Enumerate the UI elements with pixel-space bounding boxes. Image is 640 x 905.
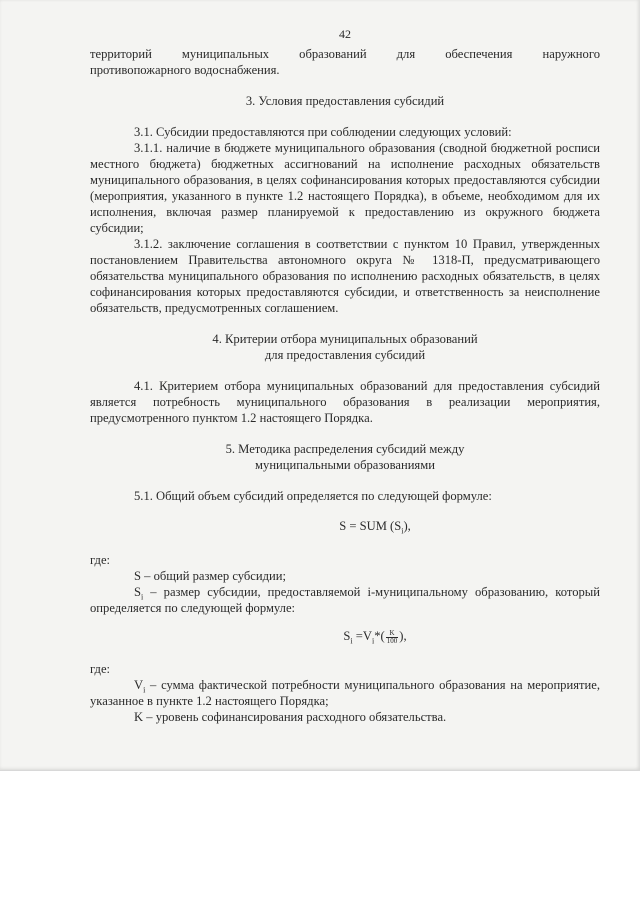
- section-5-heading: [90, 441, 600, 473]
- fraction-k-over-100: $\frac{K}{100}$: [386, 628, 398, 645]
- definition-si: $S_i$ – размер субсидии, предоставляемой i-муниципальному образованию, который определяется по следующей формуле:: [90, 585, 600, 615]
- definition-vi: $V_i$ – сумма фактической потребности муниципального образования на мероприятие, указанное в пункте 1.2 настоящего Порядка;: [90, 677, 600, 708]
- page-number: 42: [339, 27, 351, 41]
- paragraph-3-1-1: 3.1.1. наличие в бюджете муниципального образования (сводной бюджетной росписи местного бюджета) бюджетных ассигнований на исполнение расходных обязательств муниципального образования, в целях софинансирования которых предоставляются субсидии (мероприятия, указанного в пункте 1.2 настоящего Порядка), в объеме, необходимом для их исполнения, включая размер планируемой к предоставлению из окружного бюджета субсидии;: [90, 141, 600, 235]
- section-4-heading: [90, 331, 600, 363]
- where-label-1: где:: [90, 553, 111, 567]
- section-5-heading-line-2: муниципальными образованиями: [255, 458, 435, 472]
- section-4-heading-line-1: 4. Критерии отбора муниципальных образований: [212, 332, 478, 346]
- formula-total-subsidy: S = SUM $(S_i)$,: [339, 519, 411, 536]
- paragraph-3-1: 3.1. Субсидии предоставляются при соблюдении следующих условий:: [134, 125, 512, 139]
- section-3-heading: 3. Условия предоставления субсидий: [245, 94, 445, 108]
- formula-subsidy-per-municipality: $S_i =V_i*$( $\frac{K}{100}$ ),: [343, 628, 407, 646]
- page-bottom-margin: [0, 771, 640, 905]
- where-label-2: где:: [90, 661, 111, 676]
- paragraph-3-1-2: 3.1.2. заключение соглашения в соответствии с пунктом 10 Правил, утвержденных постановлением Правительства автономного округа № 1318-П, предусматривающего обязательства муниципального образования по исполнению расходных обязательств, в целях софинансирования которых предоставляются субсидии, и ответственность за неисполнение обязательств, предусмотренных соглашением.: [90, 237, 600, 315]
- paragraph-5-1: 5.1. Общий объем субсидий определяется по следующей формуле:: [134, 489, 492, 503]
- paragraph-4-1: 4.1. Критерием отбора муниципальных образований для предоставления субсидий является потребность муниципального образования в реализации мероприятия, предусмотренного пунктом 1.2 настоящего Порядка.: [90, 379, 600, 425]
- definition-s: S – общий размер субсидии;: [134, 569, 286, 583]
- intro-line-2: противопожарного водоснабжения.: [90, 63, 280, 77]
- section-5-heading-line-1: 5. Методика распределения субсидий между: [225, 442, 465, 456]
- document-page: [90, 26, 600, 725]
- intro-line-1: территорий муниципальных образований для обеспечения наружного: [90, 47, 600, 61]
- definition-k: K – уровень софинансирования расходного обязательства.: [134, 709, 447, 724]
- section-4-heading-line-2: для предоставления субсидий: [264, 348, 426, 362]
